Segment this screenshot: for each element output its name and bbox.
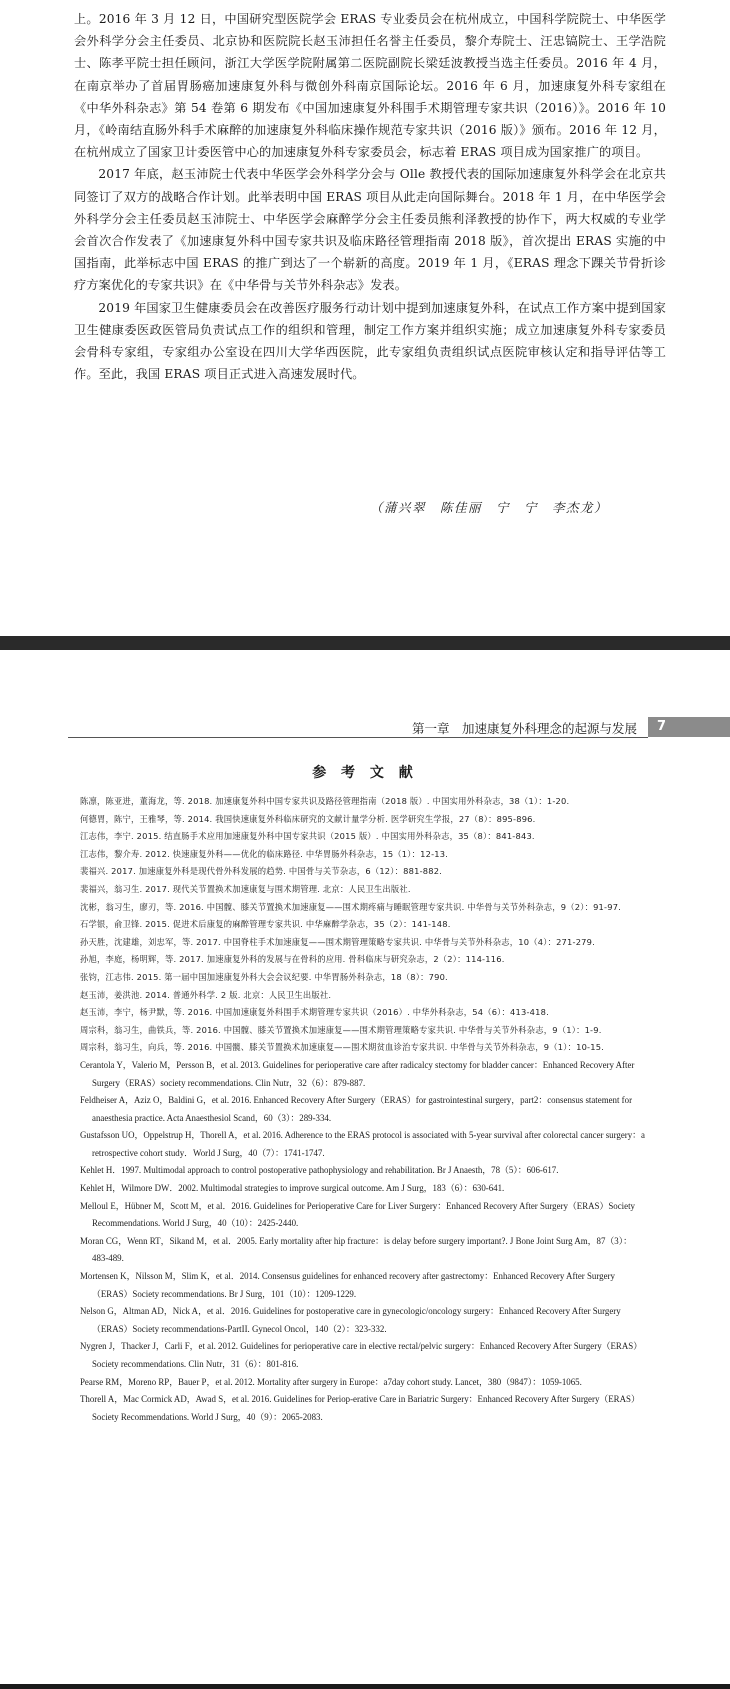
reference-item: 赵玉沛，李宁，杨尹默，等. 2016. 中国加速康复外科围手术期管理专家共识（2016）. 中华外科杂志，54（6）：413-418. [80,1007,549,1018]
reference-item: 孙天胜，沈建雄，刘忠军，等. 2017. 中国脊柱手术加速康复——围术期管理策略专家共识. 中华骨与关节外科杂志，10（4）：271-279. [80,936,595,947]
chapter-title: 第一章 加速康复外科理念的起源与发展 [411,721,637,736]
page-top [0,0,730,636]
paragraph-1: 上。2016 年 3 月 12 日，中国研究型医院学会 ERAS 专业委员会在杭州成立，中国科学院院士、中华医学会外科学分会主任委员、北京协和医院院长赵玉沛担任名誉主任委员，黎介寿院士、汪忠镐院士、王学浩院士、陈孝平院士担任顾问，浙江大学医学院附属第二医院副院长梁廷波教授当选主任委员。2016 年 4 月，在南京举办了首届胃肠癌加速康复外科与微创外科南京国际论坛。2016 年 6 月，加速康复外科专家组在《中华外科杂志》第 54 卷第 6 期发布《中国加速康复外科围手术期管理专家共识（2016）》。2016 年 10 月，《岭南结直肠外科手术麻醉的加速康复外科临床操作规范专家共识（2016 版）》颁布。2016 年 12 月，在杭州成立了国家卫计委医管中心的加速康复外科专家委员会，标志着 ERAS 项目成为国家推广的项目。 [74,12,666,160]
reference-item: Nelson G，Altman AD，Nick A，et al．2016. Guidelines for postoperative care in gynecologic/oncology surgery：Enhanced Recovery After Surgery（ERAS）Society recommendations-PartII. Gynecol Oncol，140（2）：323-332. [80,1306,621,1334]
reference-item: 赵玉沛，姜洪池. 2014. 普通外科学. 2 版. 北京：人民卫生出版社. [80,989,332,1000]
references-title: 参 考 文 献 [312,765,418,781]
page-divider [0,636,730,650]
reference-item: Moran CG，Wenn RT，Sikand M，et al．2005. Early mortality after hip fracture：is delay before surgery important?. J Bone Joint Surg Am，87（3）：483-489. [80,1235,633,1264]
reference-item: 张钧，江志伟. 2015. 第一届中国加速康复外科大会会议纪要. 中华胃肠外科杂志，18（8）：790. [80,971,448,982]
reference-item: Kehlet H，Wilmore DW．2002. Multimodal strategies to improve surgical outcome. Am J Surg，183（6）：630-641. [80,1183,505,1194]
paragraph-3: 2019 年国家卫生健康委员会在改善医疗服务行动计划中提到加速康复外科，在试点工作方案中提到国家卫生健康委医政医管局负责试点工作的组织和管理，制定工作方案并组织实施；成立加速康复外科专家委员会骨科专家组，专家组办公室设在四川大学华西医院，此专家组负责组织试点医院审核认定和指导评估等工作。至此，我国 ERAS 项目正式进入高速发展时代。 [74,300,666,382]
reference-item: 沈彬，翁习生，廖刃，等. 2016. 中国髋、膝关节置换术加速康复——围术期疼痛与睡眠管理专家共识. 中华骨与关节外科杂志，9（2）：91-97. [80,901,622,912]
reference-item: Pearse RM，Moreno RP，Bauer P，et al. 2012. Mortality after surgery in Europe：a7day cohort study. Lancet，380（9847）：1059-1065. [80,1376,582,1387]
author-credits: （蒲兴翠 陈佳丽 宁 宁 李杰龙） [370,500,609,515]
reference-item: Melloul E，Hübner M，Scott M，et al．2016. Guidelines for Perioperative Care for Liver Surgery：Enhanced Recovery After Surgery（ERAS）Society Recommendations. World J Surg，40（10）：2425-2440. [80,1200,635,1229]
page-number: 7 [648,717,730,737]
reference-item: Thorell A，Mac Cormick AD，Awad S，et al. 2016. Guidelines for Periop-erative Care in Bariatric Surgery：Enhanced Recovery After Surgery（ERAS）Society Recommendations. World J Surg，40（9）：2065-2083. [80,1394,640,1422]
reference-item: 裴福兴. 2017. 加速康复外科是现代骨外科发展的趋势. 中国骨与关节杂志，6（12）：881-882. [80,866,443,877]
reference-item: Cerantola Y，Valerio M，Persson B，et al. 2013. Guidelines for perioperative care after radicalcy stectomy for bladder cancer：Enhanced Recovery After Surgery（ERAS）society recommendations. Clin Nutr，32（6）：879-887. [80,1059,635,1088]
reference-item: Mortensen K，Nilsson M，Slim K，et al．2014. Consensus guidelines for enhanced recovery after gastrectomy：Enhanced Recovery After Surgery（ERAS）Society recommendations. Br J Surg，101（10）：1209-1229. [80,1271,615,1299]
reference-item: 孙旭，李庭，杨明辉，等. 2017. 加速康复外科的发展与在骨科的应用. 骨科临床与研究杂志，2（2）：114-116. [80,954,505,965]
reference-item: 周宗科，翁习生，向兵，等. 2016. 中国髋、膝关节置换术加速康复——围术期贫血诊治专家共识. 中华骨与关节外科杂志，9（1）：10-15. [80,1042,605,1053]
paragraph-2: 2017 年底，赵玉沛院士代表中华医学会外科学分会与 Olle 教授代表的国际加速康复外科学会在北京共同签订了双方的战略合作计划。此举表明中国 ERAS 项目从此走向国际舞台。2018 年 1 月，在中华医学会外科学分会主任委员赵玉沛院士、中华医学会麻醉学分会主任委员熊利泽教授的协作下，两大权威的专业学会首次合作发表了《加速康复外科中国专家共识及临床路径管理指南 2018 版》，首次提出 ERAS 实施的中国指南，此举标志中国 ERAS 的推广到达了一个崭新的高度。2019 年 1 月，《ERAS 理念下踝关节骨折诊疗方案优化的专家共识》在《中华骨与关节外科杂志》发表。 [74,167,666,293]
reference-item: 江志伟，李宁. 2015. 结直肠手术应用加速康复外科中国专家共识（2015 版）. 中国实用外科杂志，35（8）：841-843. [80,831,535,842]
page-bottom [0,650,730,1689]
reference-item: 何德胃，陈宁，王雅琴，等. 2014. 我国快速康复外科临床研究的文献计量学分析. 医学研究生学报，27（8）：895-896. [80,813,536,824]
reference-item: 裴福兴，翁习生. 2017. 现代关节置换术加速康复与围术期管理. 北京：人民卫生出版社. [80,883,411,894]
reference-item: Feldheiser A，Aziz O，Baldini G，et al. 2016. Enhanced Recovery After Surgery（ERAS）for gastrointestinal surgery，part2：consensus statement for anaesthesia practice. Acta Anaesthesiol Scand，60（3）：289-334. [80,1095,633,1123]
header-rule [68,737,648,738]
running-head [0,717,730,737]
reference-item: 江志伟，黎介寿. 2012. 快速康复外科——优化的临床路径. 中华胃肠外科杂志，15（1）：12-13. [80,848,449,859]
reference-item: 周宗科，翁习生，曲铁兵，等. 2016. 中国髋、膝关节置换术加速康复——围术期管理策略专家共识. 中华骨与关节外科杂志，9（1）：1-9. [80,1024,602,1035]
reference-item: 陈凛，陈亚进，董海龙，等. 2018. 加速康复外科中国专家共识及路径管理指南（2018 版）. 中国实用外科杂志，38（1）：1-20. [80,796,570,806]
reference-item: Nygren J，Thacker J，Carli F，et al. 2012. Guidelines for perioperative care in elective rectal/pelvic surgery：Enhanced Recovery After Surgery（ERAS）Society recommendations. Clin Nutr，31（6）：801-816. [80,1341,643,1369]
reference-item: 石学银，俞卫锋. 2015. 促进术后康复的麻醉管理专家共识. 中华麻醉学杂志，35（2）：141-148. [80,919,451,930]
reference-item: Kehlet H．1997. Multimodal approach to control postoperative pathophysiology and rehabilitation. Br J Anaesth，78（5）：606-617. [80,1165,559,1176]
bottom-bar [0,1684,730,1689]
references-list [80,793,646,1426]
reference-item: Gustafsson UO，Oppelstrup H，Thorell A，et al. 2016. Adherence to the ERAS protocol is associated with 5-year survival after colorectal cancer surgery：a retrospective cohort study．World J Surg，40（7）：1741-1747. [80,1130,645,1158]
body-text [74,8,666,385]
